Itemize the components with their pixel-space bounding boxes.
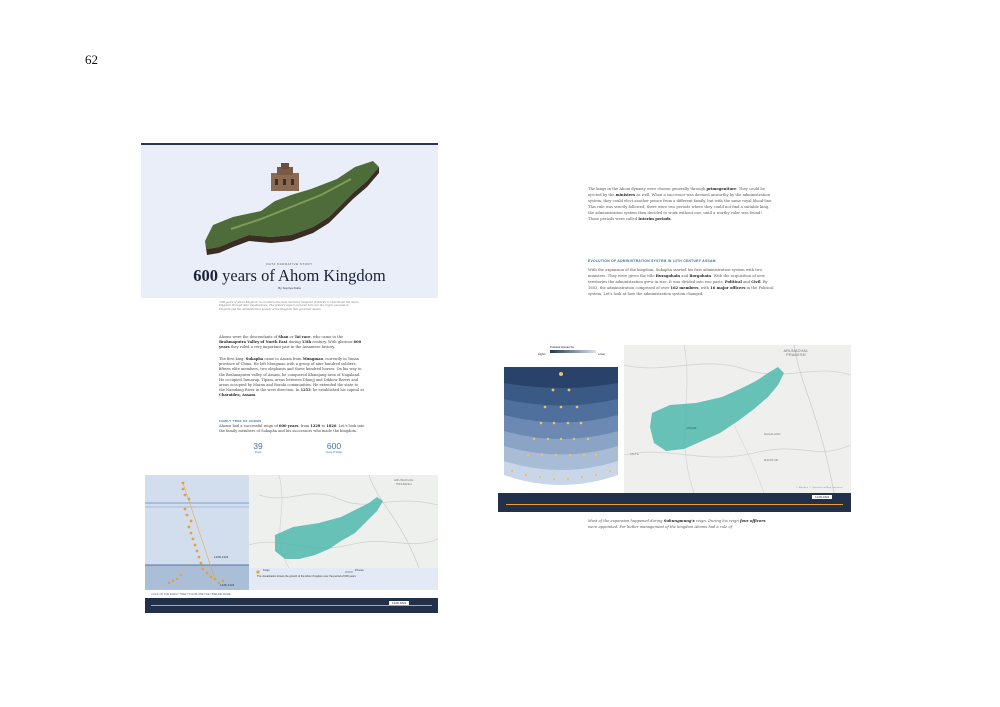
expansion-paragraph: Most of the expansion happened during Suhungmung's reign. During his reign four officers were appointed. For better management of the kingdom Ahoms had a rule of: [588, 519, 766, 529]
family-tree-link[interactable]: CLICK ON THE FAMILY TREE TO EXPLORE THE TIMELINE MORE: [151, 593, 231, 596]
intro-paragraph: Ahoms were the descendants of Shan or Tai race, who came to the Brahmaputra Valley of North East during 13th century. With glorious 600 years they ruled a very important part in the Assamese history.: [219, 335, 362, 350]
legend-kings: Kings: [263, 569, 270, 572]
page-number: 62: [85, 52, 98, 67]
political-hierarchy-chart[interactable]: [498, 345, 624, 493]
family-tree-timeline[interactable]: [145, 475, 249, 590]
stat-kings-label: Kings: [254, 451, 262, 454]
stat-years: [314, 441, 354, 454]
legend-note: The visualization shows the growth of the Ahom Kingdom over the period of 600 years: [257, 575, 356, 578]
hierarchy-gradient-legend: [550, 350, 596, 353]
map-credit[interactable]: © Mapbox © OpenStreetMap Improve: [796, 487, 843, 489]
admin-label-nagaland: NAGALAND: [764, 433, 781, 436]
timeline-track: [151, 605, 432, 606]
ahom-territory-map[interactable]: [249, 475, 438, 568]
administration-map-block: [498, 345, 851, 512]
admin-timeline-track: [506, 504, 843, 505]
admin-label-jalta: JALTA: [630, 453, 639, 456]
hierarchy-funnel: [498, 345, 624, 493]
reign-paragraph: Ahoms had a successful reign of 600 years, from 1228 to 1826. Let's look into the family members of Sukapha and his successors who made the kingdom.: [219, 424, 365, 434]
story-kicker: DATA NARRATIVE STORY: [266, 262, 313, 266]
sukapha-paragraph: The first king, Sukapha came to Assam from Mungmao, currently in Yunan province of China. He left Mungmao with a group of nine hundred soldiers, fifteen elite members, two elephants and three hundred horses. On his way to the Brahmaputra valley of Assam, he conquered Khamjang area of Nagaland. He occupied Tamarup, Tipam, areas between Dhanjj and Dikhow Rivers and areas occupied by Maran and Borahi communities. He extended the state to the Namdang River in the west direction. In 1253, he established his capital at Charaideo, Assam.: [219, 357, 364, 398]
ahom-territory-shape: [275, 497, 383, 559]
stat-years-label: Years of Reign: [325, 451, 343, 454]
admin-label-arunachal: ARUNACHAL PRADESH: [783, 349, 809, 357]
timeline-year-2: 1228-1324: [220, 583, 235, 587]
timeline-year-1: 1228-1324: [214, 555, 229, 559]
administration-section-label: EVOLUTION OF ADMINISTRATION SYSTEM IN 13TH CENTURY ASSAM: [588, 259, 716, 263]
title-number: 600: [193, 266, 218, 285]
title-text: years of Ahom Kingdom: [218, 266, 386, 285]
admin-label-manipur: MANIPUR: [764, 459, 779, 462]
admin-territory-shape: [650, 367, 784, 451]
family-tree-dots: [145, 475, 249, 590]
left-story-screenshot: [141, 143, 438, 613]
timeline-nav-bar[interactable]: [145, 598, 438, 613]
hierarchy-title: Political Hierarchy: [550, 345, 575, 349]
stat-kings: [238, 441, 278, 454]
legend-princes: Princes: [355, 569, 364, 572]
stat-kings-value: 39: [253, 441, 263, 451]
story-title: [141, 266, 438, 286]
map-label-arunachal: ARUNACHAL PRADESH: [394, 478, 414, 486]
admin-label-assam: ASSAM: [686, 427, 697, 430]
map-shapes: [249, 475, 438, 568]
stat-years-value: 600: [326, 441, 342, 451]
family-tree-label: FAMILY TREE OF AHOMS: [219, 419, 262, 423]
admin-map-shapes: [624, 345, 851, 493]
admin-timeline-nav-bar[interactable]: [498, 493, 851, 512]
hierarchy-higher: Higher: [538, 353, 546, 356]
map-legend-bar: [249, 568, 438, 590]
family-tree-map-block: [145, 475, 438, 613]
succession-paragraph: The kings in the Ahom dynasty were chosen generally through primogeniture. They could be ejected by the ministers as well. When a successor was deemed unworthy by the administration system, they could elect another prince from a different family, but with the same royal blood-line. This rule was strictly followed; there were two periods where they could not find a suitable king, the administration system then decided to work without one, until a worthy ruler was found! Those periods were called Interim periods.: [588, 187, 773, 221]
timeline-year-chip: 1228-1824: [389, 601, 409, 605]
admin-timeline-year-chip: 1228-1824: [812, 495, 832, 499]
story-byline: By Supriya Dutta: [278, 286, 301, 290]
administration-paragraph: With the expansion of the kingdom, Sukapha started his first administration system with two ministers. They were given the title Buragohain and Borgohain. With the acquisition of new territories the administration grew in size. It was divided into two parts, Political and Civil. By 1603, the administration comprised of over 162 members, with 16 major officers in the Political system. Let's look at how the administration system changed.: [588, 268, 774, 296]
hierarchy-lower: Lower: [598, 353, 606, 356]
hero-banner: [141, 143, 438, 298]
story-caption: "600 years of Ahom Kingdom" is an interactive data narrative designed primarily to understand the Ahom Kingdom through data visualizations. The primary aspect explored here are the origin, succession, kingdom and the administrative system of the Kingdom that governed Assam.: [219, 301, 359, 311]
administration-territory-map[interactable]: [624, 345, 851, 493]
